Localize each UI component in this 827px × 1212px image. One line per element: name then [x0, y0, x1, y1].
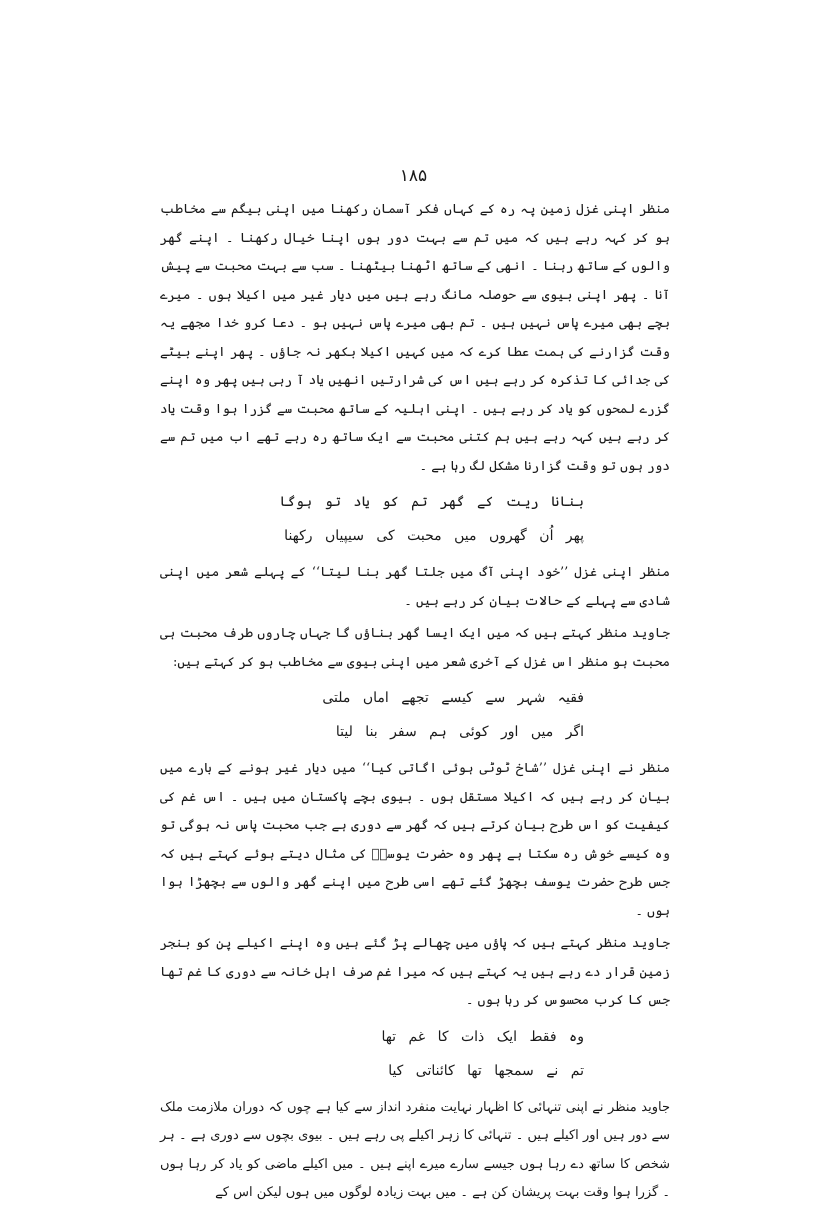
- paragraph: جاوید منظر کہتے ہیں کہ میں ایک ایسا گھر بناؤں گا جہاں چاروں طرف محبت ہی محبت ہو منظر اس غزل کے آخری شعر میں اپنی بیوی سے مخاطب ہو کر کہتے ہیں:: [160, 626, 670, 670]
- poetry-couplet: [160, 681, 670, 749]
- page-number: ۱۸۵: [399, 166, 428, 186]
- paragraph: جاوید منظر کہتے ہیں کہ پاؤں میں چھالے پڑ گئے ہیں وہ اپنے اکیلے پن کو بنجر زمین قرار دے رہے ہیں یہ کہتے ہیں کہ میرا غم صرف اہل خانہ سے دوری کا غم تھا جس کا کرب محسوس کر رہا ہوں ۔: [160, 936, 670, 1008]
- verse-line: اگر میں اور کوئی ہم سفر بنا لیتا: [335, 724, 584, 740]
- verse-line: فقیہ شہر سے کیسے تجھے اماں ملتی: [322, 690, 584, 706]
- paragraph: منظر اپنی غزل ’’خود اپنی آگ میں جلتا گھر بنا لیتا‘‘ کے پہلے شعر میں اپنی شادی سے پہلے کے حالات بیان کر رہے ہیں ۔: [160, 565, 670, 609]
- verse-line: وہ فقط ایک ذات کا غم تھا: [381, 1028, 584, 1045]
- verse-line: بنانا ریت کے گھر تم کو یاد تو ہوگا: [279, 494, 584, 510]
- page-body: [160, 196, 670, 1212]
- paragraph: منظر نے اپنی غزل ’’شاخ ٹوٹی ہوئی اگاتی کیا‘‘ میں دیار غیر ہونے کے بارے میں بیان کر رہے ہیں کہ اکیلا مستقل ہوں ۔ بیوی بچے پاکستان میں ہیں ۔ اس غم کی کیفیت کو اس طرح بیان کرتے ہیں کہ گھر سے دوری ہے جب محبت پاس نہ ہوگی تو وہ کیسے خوش رہ سکتا ہے پھر وہ حضرت یوسفؑ کی مثال دیتے ہوئے کہتے ہیں کہ جس طرح حضرت یوسف بچھڑ گئے تھے اسی طرح میں اپنے گھر والوں سے بچھڑا ہوا ہوں ۔: [160, 761, 670, 919]
- verse-line: تم نے سمجھا تھا کائناتی کیا: [388, 1062, 584, 1079]
- verse-line: پھر اُن گھروں میں محبت کی سیپیاں رکھنا: [284, 528, 584, 544]
- poetry-couplet: [160, 485, 670, 553]
- paragraph: جاوید منظر نے اپنی تنہائی کا اظہار نہایت منفرد انداز سے کیا ہے چوں کہ دوران ملازمت ملک سے دور ہیں اور اکیلے ہیں ۔ تنہائی کا زہر اکیلے پی رہے ہیں ۔ بیوی بچوں سے دوری ہے ۔ ہر شخص کا ساتھ دے رہا ہوں جیسے سارے میرے اپنے ہیں ۔ میں اکیلے ماضی کو یاد کر رہا ہوں ۔ گزرا ہوا وقت بہت پریشان کن ہے ۔ میں بہت زیادہ لوگوں میں ہوں لیکن اس کے: [160, 1099, 670, 1200]
- poetry-couplet: [160, 1020, 670, 1088]
- paragraph: منظر اپنی غزل زمین پہ رہ کے کہاں فکر آسمان رکھنا میں اپنی بیگم سے مخاطب ہو کر کہہ رہے ہیں کہ میں تم سے بہت دور ہوں اپنا خیال رکھنا ۔ اپنے گھر والوں کے ساتھ رہنا ۔ انھی کے ساتھ اٹھنا بیٹھنا ۔ سب سے بہت محبت سے پیش آنا ۔ پھر اپنی بیوی سے حوصلہ مانگ رہے ہیں میں دیار غیر میں اکیلا ہوں ۔ میرے بچے بھی میرے پاس نہیں ہیں ۔ تم بھی میرے پاس نہیں ہو ۔ دعا کرو خدا مجھے یہ وقت گزارنے کی ہمت عطا کرے کہ میں کہیں اکیلا بکھر نہ جاؤں ۔ پھر اپنے بیٹے کی جدائی کا تذکرہ کر رہے ہیں اس کی شرارتیں انھیں یاد آ رہی ہیں پھر وہ اپنے گزرے لمحوں کو یاد کر رہے ہیں ۔ اپنی اہلیہ کے ساتھ محبت سے گزرا ہوا وقت یاد کر رہے ہیں کہہ رہے ہیں ہم کتنی محبت سے ایک ساتھ رہ رہے تھے اب میں تم سے دور ہوں تو وقت گزارنا مشکل لگ رہا ہے ۔: [160, 202, 670, 474]
